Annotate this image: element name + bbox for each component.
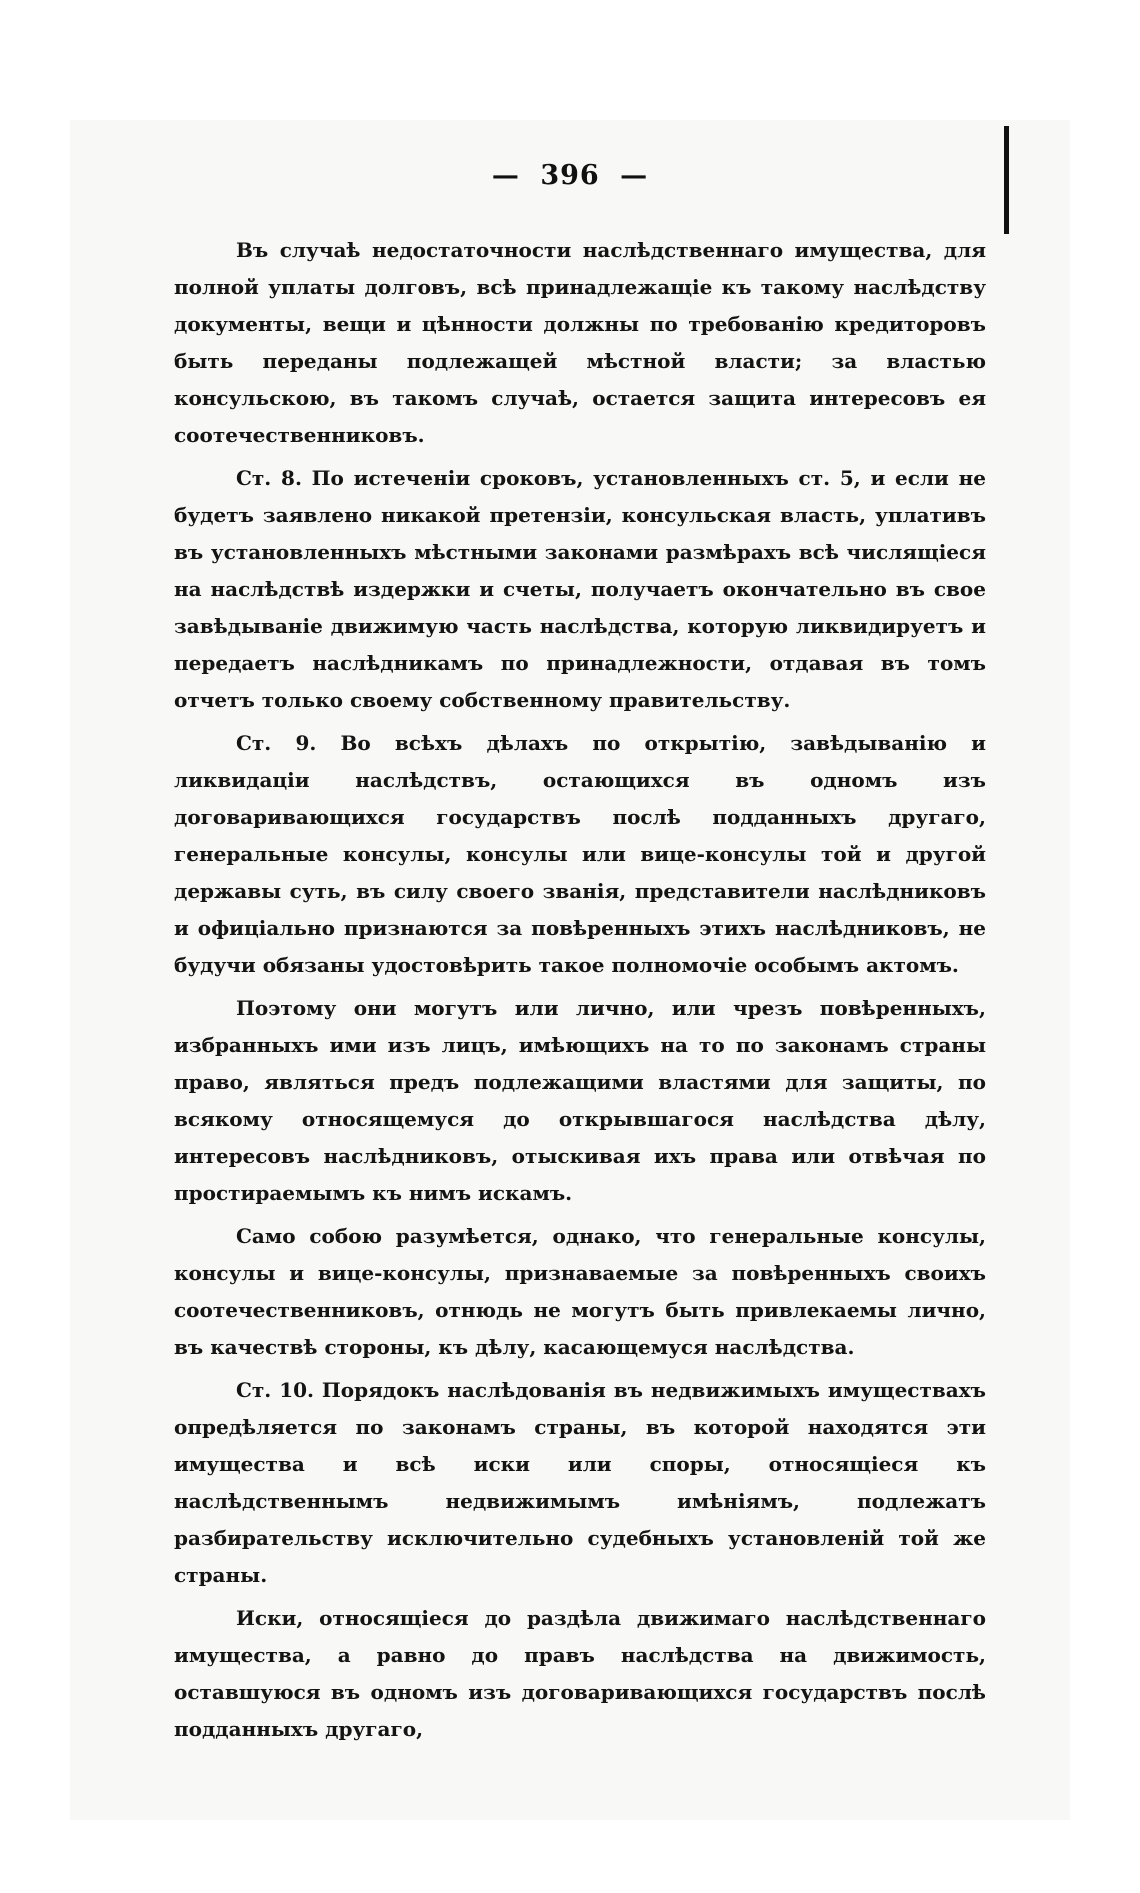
paragraph-consul-immunity: Само собою разумѣется, однако, что генеральные консулы, консулы и вице-консулы, признаваемые за повѣренныхъ своихъ соотечественниковъ, отнюдь не могутъ быть привлекаемы лично, въ качествѣ стороны, къ дѣлу, касающемуся наслѣдства.: [174, 1224, 986, 1359]
paragraph-article-9: Ст. 9. Во всѣхъ дѣлахъ по открытію, завѣдыванію и ликвидаціи наслѣдствъ, остающихся въ одномъ изъ договаривающихся государствъ послѣ подданныхъ другаго, генеральные консулы, консулы или вице-консулы той и другой державы суть, въ силу своего званія, представители наслѣдниковъ и офиціально признаются за повѣренныхъ этихъ наслѣдниковъ, не будучи обязаны удостовѣрить такое полномочіе особымъ актомъ.: [174, 731, 986, 977]
paragraph-movable-claims: Иски, относящіеся до раздѣла движимаго наслѣдственнаго имущества, а равно до правъ наслѣдства на движимость, оставшуюся въ одномъ изъ договаривающихся государствъ послѣ подданныхъ другаго,: [174, 1606, 986, 1741]
paragraph-article-8: Ст. 8. По истеченіи сроковъ, установленныхъ ст. 5, и если не будетъ заявлено никакой претензіи, консульская власть, уплативъ въ установленныхъ мѣстными законами размѣрахъ всѣ числящіеся на наслѣдствѣ издержки и счеты, получаетъ окончательно въ свое завѣдываніе движимую часть наслѣдства, которую ликвидируетъ и передаетъ наслѣдникамъ по принадлежности, отдавая въ томъ отчетъ только своему собственному правительству.: [174, 466, 986, 712]
header-dash-right: —: [620, 160, 649, 191]
paragraph-article-10: Ст. 10. Порядокъ наслѣдованія въ недвижимыхъ имуществахъ опредѣляется по законамъ страны, въ которой находятся эти имущества и всѣ иски или споры, относящіеся къ наслѣдственнымъ недвижимымъ имѣніямъ, подлежатъ разбирательству исключительно судебныхъ установленій той же страны.: [174, 1378, 986, 1587]
page-header: [0, 160, 1140, 191]
document-body: [174, 232, 986, 1748]
paragraph-insolvency: Въ случаѣ недостаточности наслѣдственнаго имущества, для полной уплаты долговъ, всѣ принадлежащіе къ такому наслѣдству документы, вещи и цѣнности должны по требованію кредиторовъ быть переданы подлежащей мѣстной власти; за властью консульскою, въ такомъ случаѣ, остается защита интересовъ ея соотечественниковъ.: [174, 238, 986, 447]
header-dash-left: —: [491, 160, 520, 191]
paragraph-representation: Поэтому они могутъ или лично, или чрезъ повѣренныхъ, избранныхъ ими изъ лицъ, имѣющихъ на то по законамъ страны право, являться предъ подлежащими властями для защиты, по всякому относящемуся до открывшагося наслѣдства дѣлу, интересовъ наслѣдниковъ, отыскивая ихъ права или отвѣчая по простираемымъ къ нимъ искамъ.: [174, 996, 986, 1205]
page-number: 396: [540, 160, 600, 191]
